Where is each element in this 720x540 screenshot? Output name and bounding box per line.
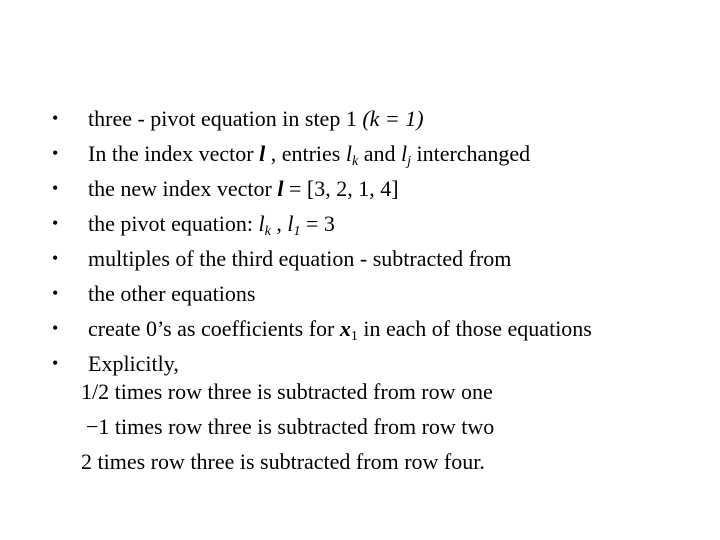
bullet-marker: • <box>52 178 59 198</box>
math-variable: l <box>345 141 352 166</box>
math-variable: l <box>400 141 408 166</box>
bullet-marker: • <box>52 143 59 163</box>
step-line: 1/2 times row three is subtracted from row one <box>81 379 493 404</box>
bullet-marker: • <box>52 248 59 268</box>
bullet-text <box>88 136 530 171</box>
math-subscript: k <box>351 154 359 169</box>
bullet-text: Explicitly, <box>88 351 179 376</box>
bullet-text <box>88 101 424 136</box>
math-expression: (k = 1) <box>362 106 424 131</box>
text-run: three - pivot equation in step 1 <box>88 106 363 131</box>
step-line: 2 times row three is subtracted from row four. <box>81 449 485 474</box>
bullet-marker: • <box>52 318 59 338</box>
math-variable: x <box>339 316 351 341</box>
text-run: create 0’s as coefficients for <box>88 316 340 341</box>
bullet-text <box>88 171 399 206</box>
math-variable: l <box>258 211 265 236</box>
vector-symbol: l <box>277 176 284 201</box>
text-run: , entries <box>265 141 346 166</box>
bullet-marker: • <box>52 213 59 233</box>
math-subscript: 1 <box>293 224 301 239</box>
step-line: −1 times row three is subtracted from row two <box>86 414 495 439</box>
vector-symbol: l <box>259 141 266 166</box>
bullet-text <box>88 206 335 241</box>
text-run: in each of those equations <box>357 316 592 341</box>
text-run: In the index vector <box>88 141 260 166</box>
text-run: the pivot equation: <box>88 211 259 236</box>
math-subscript: j <box>407 154 411 169</box>
bullet-marker: • <box>52 283 59 303</box>
math-subscript: 1 <box>350 329 358 344</box>
math-subscript: k <box>264 224 271 239</box>
text-run: = 3 <box>300 211 335 236</box>
bullet-text <box>88 311 592 346</box>
text-run: and <box>358 141 401 166</box>
bullet-text: the other equations <box>88 281 256 306</box>
text-run: the new index vector <box>88 176 278 201</box>
text-run: , <box>270 211 288 236</box>
bullet-marker: • <box>52 108 59 128</box>
bullet-text: multiples of the third equation - subtracted from <box>88 246 512 271</box>
bullet-marker: • <box>52 353 59 373</box>
math-variable: l <box>287 211 294 236</box>
text-run: interchanged <box>410 141 531 166</box>
text-run: = [3, 2, 1, 4] <box>283 176 399 201</box>
